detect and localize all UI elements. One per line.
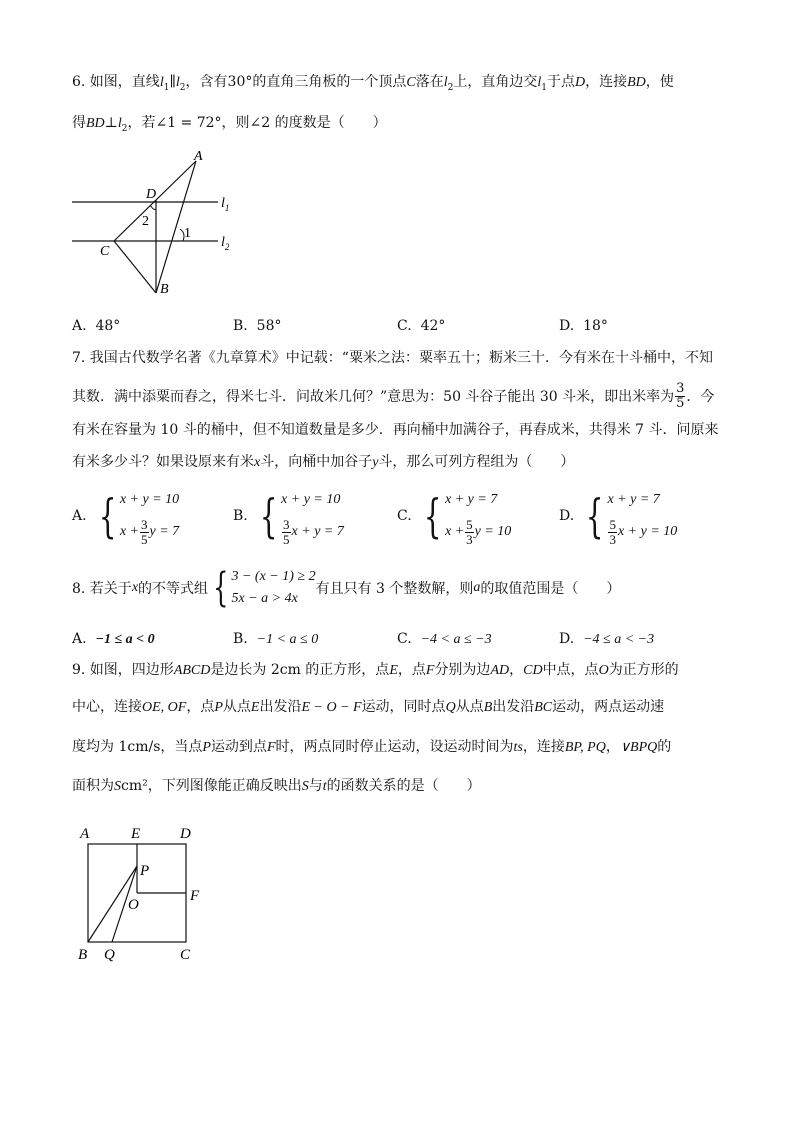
label-E: E <box>131 826 141 842</box>
label-Q: Q <box>104 947 115 963</box>
q8-option-a[interactable]: A. −1 ≤ a < 0 <box>72 631 155 647</box>
label-l1: $l_1$ <box>221 196 230 213</box>
q8-line: 8. 若关于 x 的不等式组 { 3 − (x − 1) ≥ 2 5x − a > 4x 有且只有 3 个整数解，则 a 的取值范围是（ ） <box>72 565 621 611</box>
label-C: C <box>180 947 191 963</box>
label-P: P <box>140 863 150 879</box>
q9-figure <box>70 820 210 970</box>
q9-line3: 度均为 1cm/s，当点P运动到点F时，两点同时停止运动，设运动时间为ts，连接BP, PQ，∨BPQ的 <box>72 739 672 755</box>
q6-option-c[interactable]: C. 42° <box>397 318 446 334</box>
label-D: D <box>146 187 157 202</box>
q6-line1: 6. 如图，直线$l_1\parallel l_2$，含有30°的直角三角板的一个顶点C落在$l_2$上，直角边交$l_1$于点D，连接BD，使 <box>72 74 674 93</box>
angle-2-arc <box>150 205 156 210</box>
label-1: 1 <box>184 226 191 241</box>
label-F: F <box>190 888 200 904</box>
label-l2: $l_2$ <box>221 235 230 252</box>
segment-CB <box>114 241 156 293</box>
q9-line4: 面积为Scm²，下列图像能正确反映出S与t的函数关系的是（ ） <box>72 778 481 794</box>
label-C: C <box>100 244 110 259</box>
q6-line2: 得$BD\perp l_2$，若∠1 = 72°，则∠2 的度数是（ ） <box>72 115 387 134</box>
label-B: B <box>160 282 169 297</box>
q6-option-d[interactable]: D. 18° <box>559 318 608 334</box>
q7-option-d[interactable]: D. { x + y = 7 $\frac{5}{3}$ x + y = 10 <box>559 489 678 547</box>
q9-line1: 9. 如图，四边形ABCD是边长为 2cm 的正方形，点E，点F分别为边AD，CD中点，点O为正方形的 <box>72 662 679 678</box>
label-A: A <box>194 149 203 164</box>
label-D: D <box>180 826 191 842</box>
q6-figure <box>60 145 250 305</box>
q8-option-b[interactable]: B. −1 < a ≤ 0 <box>233 631 319 647</box>
q7-line2: 其数．满中添粟而舂之，得米七斗．问故米几何？”意思为：50 斗谷子能出 30 斗米，即出米率为 $\frac{3}{5}$ ．今 <box>72 381 715 411</box>
q8-option-c[interactable]: C. −4 < a ≤ −3 <box>397 631 492 647</box>
label-A: A <box>80 826 90 842</box>
fraction-3-5: $\frac{3}{5}$ <box>676 381 685 411</box>
q7-option-c[interactable]: C. { x + y = 7 x + $\frac{5}{3}$ y = 10 <box>397 489 512 547</box>
q7-option-a[interactable]: A. { x + y = 10 x + $\frac{3}{5}$ y = 7 <box>72 489 180 547</box>
q7-line4: 有米多少斗？如果设原来有米x斗，向桶中加谷子y斗，那么可列方程组为（ ） <box>72 454 575 470</box>
label-B: B <box>78 947 88 963</box>
label-O: O <box>128 897 139 913</box>
q7-option-b[interactable]: B. { x + y = 10 $\frac{3}{5}$ x + y = 7 <box>233 489 344 547</box>
q7-line1: 7. 我国古代数学名著《九章算术》中记载：“粟米之法：粟率五十；粝米三十．今有米在十斗桶中，不知 <box>72 350 713 366</box>
q7-line3: 有米在容量为 10 斗的桶中，但不知道数量是多少．再向桶中加满谷子，再舂成米，共得米 7 斗．问原来 <box>72 422 719 438</box>
q6-option-a[interactable]: A. 48° <box>72 318 121 334</box>
q6-option-b[interactable]: B. 58° <box>233 318 282 334</box>
q8-option-d[interactable]: D. −4 ≤ a < −3 <box>559 631 655 647</box>
q9-line2: 中心，连接OE, OF，点P从点E出发沿E − O − F运动，同时点Q从点B出发沿BC运动，两点运动速 <box>72 699 665 715</box>
label-2: 2 <box>142 214 149 229</box>
